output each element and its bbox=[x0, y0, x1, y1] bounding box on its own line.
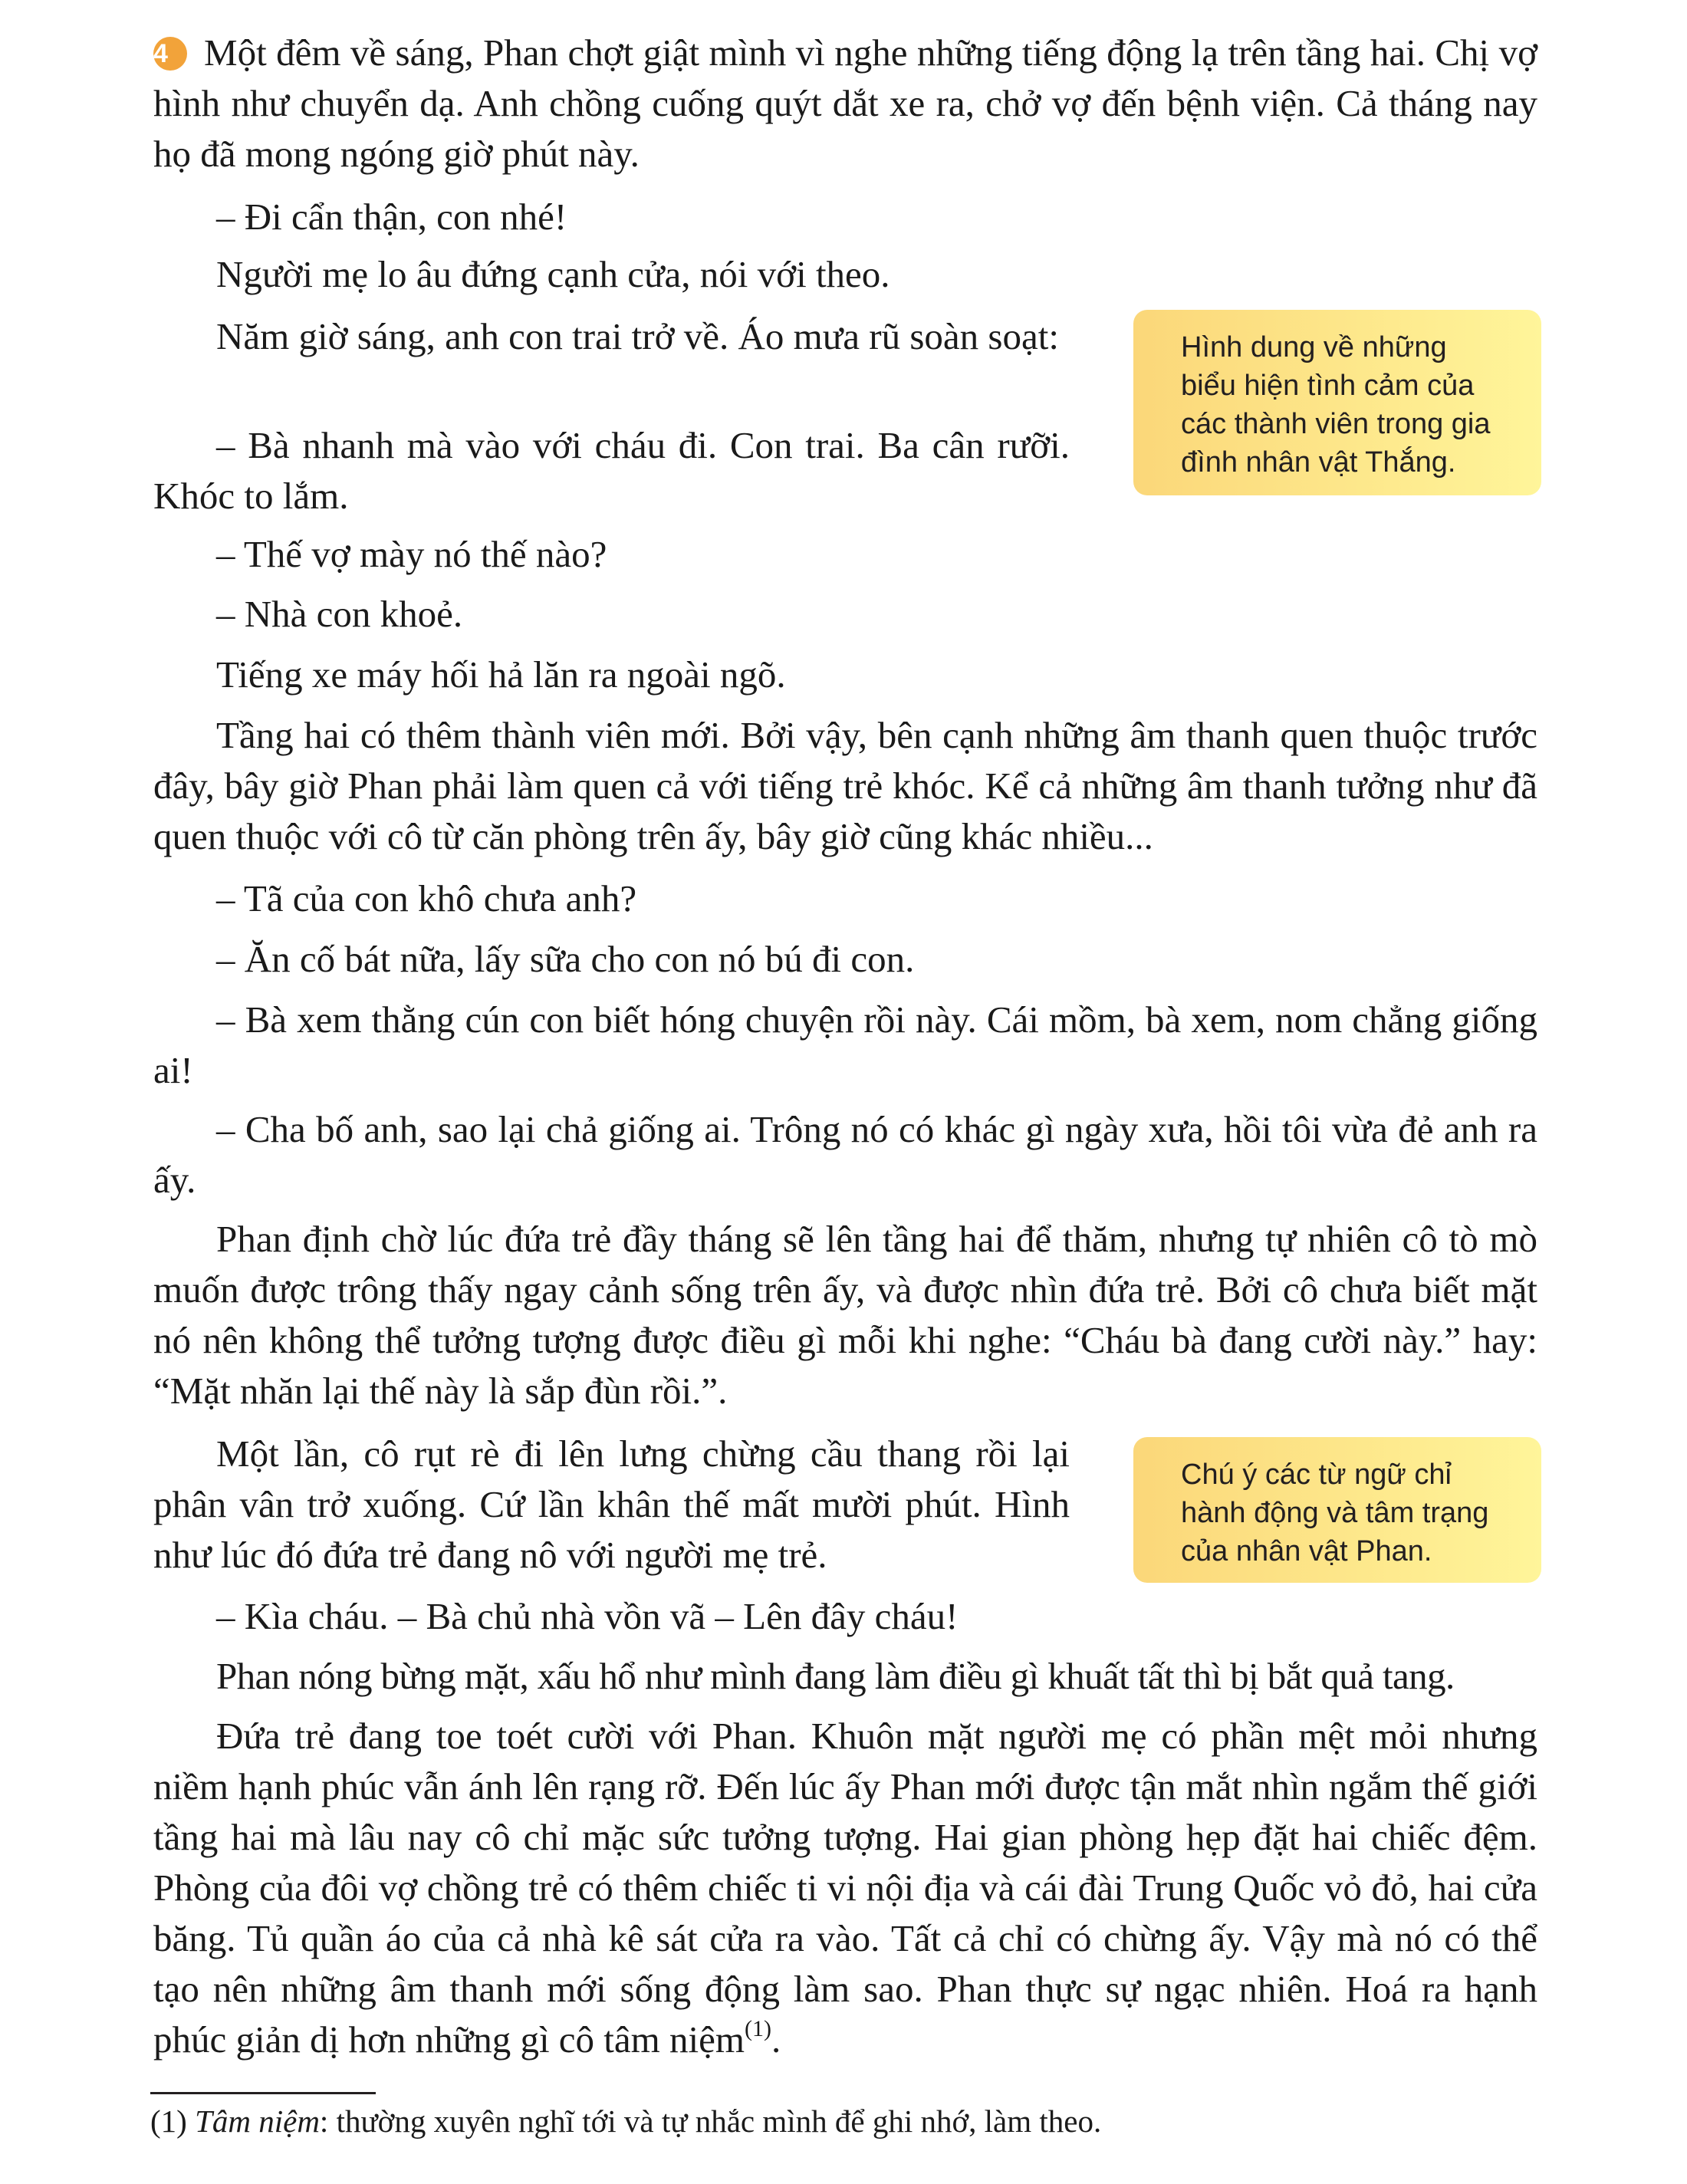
dialogue-9: – Kìa cháu. – Bà chủ nhà vồn vã – Lên đây cháu! bbox=[216, 1595, 959, 1637]
paragraph-14: Phan định chờ lúc đứa trẻ đầy tháng sẽ lên tầng hai để thăm, nhưng tự nhiên cô tò mò muốn được trông thấy ngay cảnh sống trên ấy, và được nhìn đứa trẻ. Bởi cô chưa biết mặt nó nên không thể tưởng tượng được điều gì mỗi khi nghe: “Cháu bà đang cười này.” hay: “Mặt nhăn lại thế này là sắp đùn rồi.”. bbox=[153, 1218, 1537, 1412]
dialogue-1: – Đi cẩn thận, con nhé! bbox=[216, 196, 567, 238]
margin-note-1-line: biểu hiện tình cảm của bbox=[1181, 370, 1475, 402]
dialogue-4: – Nhà con khoẻ. bbox=[216, 593, 463, 635]
paragraph-4: Năm giờ sáng, anh con trai trở về. Áo mưa rũ soàn soạt: bbox=[216, 315, 1059, 357]
margin-note-2-line: Chú ý các từ ngữ chỉ bbox=[1181, 1459, 1452, 1491]
paragraph-17: Phan nóng bừng mặt, xấu hổ như mình đang làm điều gì khuất tất thì bị bắt quả tang. bbox=[216, 1655, 1455, 1697]
footnote-reference[interactable]: (1) bbox=[745, 2015, 771, 2041]
margin-note-1-line: các thành viên trong gia bbox=[1181, 408, 1491, 440]
dialogue-2: – Bà nhanh mà vào với cháu đi. Con trai. Ba cân rưỡi. Khóc to lắm. bbox=[153, 424, 1070, 517]
dialogue-8: – Cha bố anh, sao lại chả giống ai. Trông nó có khác gì ngày xưa, hồi tôi vừa đẻ anh ra ấy. bbox=[153, 1108, 1537, 1201]
footnote-term: Tâm niệm bbox=[195, 2103, 320, 2139]
margin-note-2-line: hành động và tâm trạng bbox=[1181, 1497, 1489, 1529]
margin-note-1-line: Hình dung về những bbox=[1181, 331, 1447, 363]
margin-note-1 bbox=[1133, 310, 1541, 495]
paragraph-15: Một lần, cô rụt rè đi lên lưng chừng cầu thang rồi lại phân vân trở xuống. Cứ lần khân thế mất mười phút. Hình như lúc đó đứa trẻ đang nô với người mẹ trẻ. bbox=[153, 1432, 1070, 1576]
paragraph-18 bbox=[153, 1711, 1537, 2065]
margin-note-2 bbox=[1133, 1437, 1541, 1583]
paragraph-3: Người mẹ lo âu đứng cạnh cửa, nói với theo. bbox=[216, 253, 890, 295]
footnote-divider bbox=[150, 2092, 376, 2094]
dialogue-6: – Ăn cố bát nữa, lấy sữa cho con nó bú đi con. bbox=[216, 938, 915, 980]
dialogue-5: – Tã của con khô chưa anh? bbox=[216, 877, 637, 919]
footnote-definition: : thường xuyên nghĩ tới và tự nhắc mình để ghi nhớ, làm theo. bbox=[319, 2103, 1102, 2139]
section-number-badge: 4 bbox=[153, 37, 187, 71]
paragraph-1-text: Một đêm về sáng, Phan chợt giật mình vì nghe những tiếng động lạ trên tầng hai. Chị vợ hình như chuyển dạ. Anh chồng cuống quýt dắt xe ra, chở vợ đến bệnh viện. Cả tháng nay họ đã mong ngóng giờ phút này. bbox=[153, 31, 1537, 175]
footnote bbox=[150, 2100, 1531, 2143]
paragraph-1 bbox=[153, 28, 1537, 179]
margin-note-1-line: đình nhân vật Thắng. bbox=[1181, 446, 1456, 479]
dialogue-3: – Thế vợ mày nó thế nào? bbox=[216, 533, 607, 575]
paragraph-9: Tầng hai có thêm thành viên mới. Bởi vậy, bên cạnh những âm thanh quen thuộc trước đây, bây giờ Phan phải làm quen cả với tiếng trẻ khóc. Kể cả những âm thanh tưởng như đã quen thuộc với cô từ căn phòng trên ấy, bây giờ cũng khác nhiều... bbox=[153, 714, 1537, 857]
footnote-marker: (1) bbox=[150, 2103, 187, 2139]
dialogue-7: – Bà xem thằng cún con biết hóng chuyện rồi này. Cái mồm, bà xem, nom chẳng giống ai! bbox=[153, 998, 1537, 1091]
margin-note-2-line: của nhân vật Phan. bbox=[1181, 1535, 1432, 1567]
paragraph-18-end: . bbox=[771, 2018, 781, 2061]
paragraph-8: Tiếng xe máy hối hả lăn ra ngoài ngõ. bbox=[216, 653, 786, 696]
paragraph-18-text: Đứa trẻ đang toe toét cười với Phan. Khuôn mặt người mẹ có phần mệt mỏi nhưng niềm hạnh phúc vẫn ánh lên rạng rỡ. Đến lúc ấy Phan mới được tận mắt nhìn ngắm thế giới tầng hai mà lâu nay cô chỉ mặc sức tưởng tượng. Hai gian phòng hẹp đặt hai chiếc đệm. Phòng của đôi vợ chồng trẻ có thêm chiếc ti vi nội địa và cái đài Trung Quốc vỏ đỏ, hai cửa băng. Tủ quần áo của cả nhà kê sát cửa ra vào. Tất cả chỉ có chừng ấy. Vậy mà nó có thể tạo nên những âm thanh mới sống động làm sao. Phan thực sự ngạc nhiên. Hoá ra hạnh phúc giản dị hơn những gì cô tâm niệm bbox=[153, 1715, 1537, 2061]
